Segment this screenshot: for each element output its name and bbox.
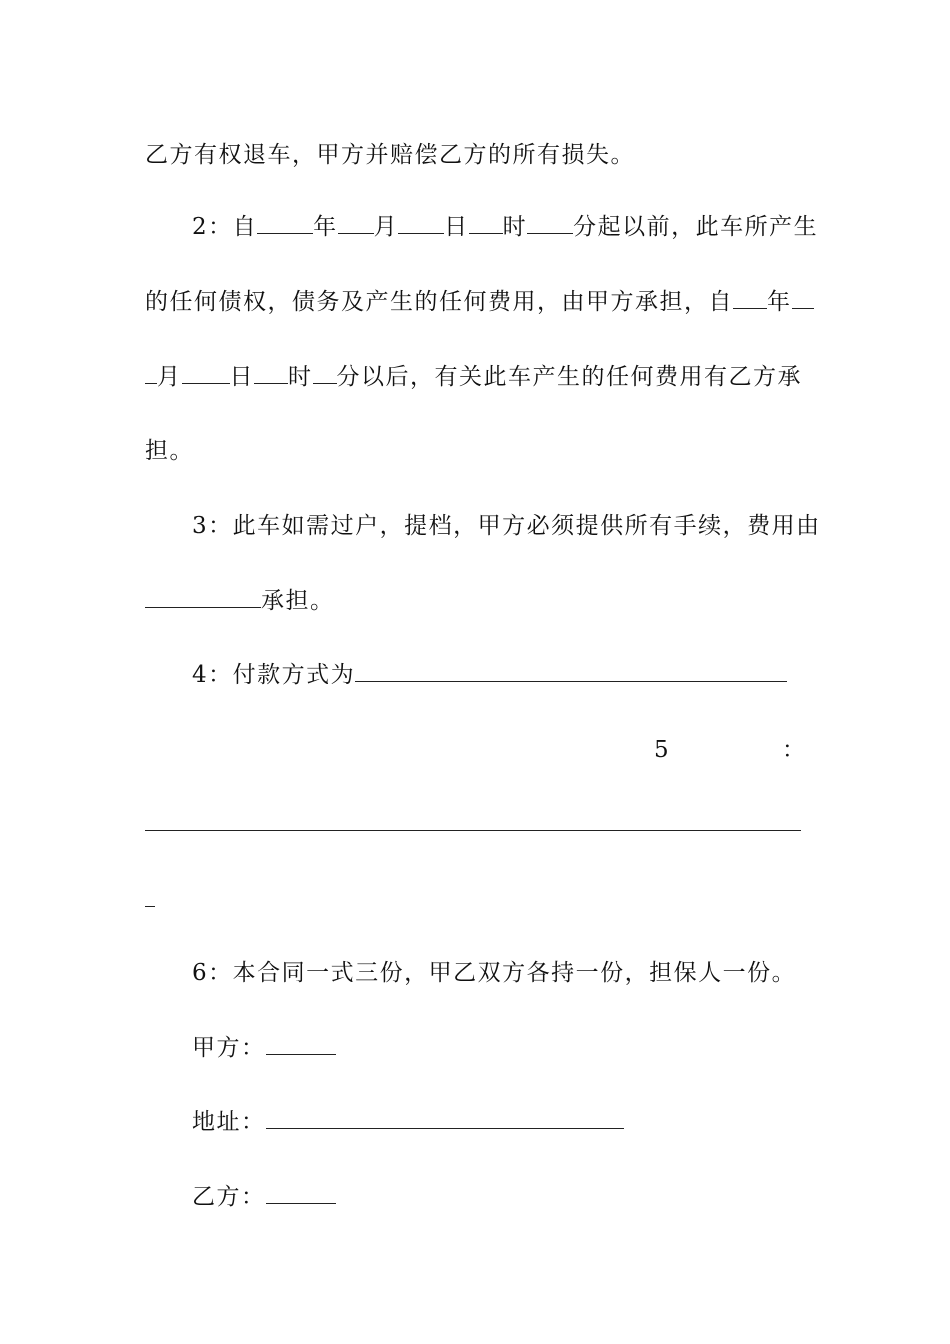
- party-b-blank: [266, 1183, 336, 1204]
- blank-field: [469, 213, 503, 234]
- blank-field: [254, 363, 288, 384]
- word-day: 日: [229, 364, 254, 390]
- address-label: 地址：: [192, 1109, 266, 1135]
- word-month: 月: [157, 364, 182, 390]
- payment-method-blank: [355, 661, 787, 682]
- party-a-blank: [266, 1034, 336, 1055]
- clause-2-line-3: [145, 362, 802, 392]
- address-blank: [266, 1108, 624, 1129]
- blank-field: [145, 363, 157, 384]
- word-month: 月: [373, 214, 399, 240]
- clause-4: [192, 660, 787, 690]
- blank-field: [792, 288, 814, 309]
- address-line: [192, 1107, 624, 1137]
- word-day: 日: [444, 214, 469, 240]
- blank-field: [145, 587, 261, 608]
- clause-4-label: 4：付款方式为: [192, 662, 356, 688]
- clause-2-line-2-text: 的任何债权，债务及产生的任何费用，由甲方承担，自: [145, 289, 733, 315]
- clause-2-prefix: 2：自: [192, 214, 258, 240]
- word-year: 年: [767, 289, 792, 315]
- clause-2-line-3-tail: 分以后，有关此车产生的任何费用有乙方承: [336, 364, 802, 390]
- clause-3-line-2: [145, 586, 335, 616]
- blank-field: [398, 213, 444, 234]
- blank-field: [527, 213, 573, 234]
- party-a-line: [192, 1033, 336, 1063]
- clause-2-tail: 分起以前，此车所产生: [573, 214, 819, 240]
- party-a-label: 甲方：: [192, 1035, 266, 1061]
- clause-5-number: 5: [654, 737, 669, 763]
- word-hour: 时: [502, 214, 528, 240]
- blank-field: [338, 213, 374, 234]
- text-line-refund: 乙方有权退车，甲方并赔偿乙方的所有损失。: [145, 142, 635, 168]
- clause-5-colon: ：: [782, 737, 805, 763]
- blank-field: [733, 288, 767, 309]
- clause-2-line-4: 担。: [145, 438, 194, 464]
- blank-field: [257, 213, 313, 234]
- clause-5-blank-rule-end: [145, 906, 155, 907]
- clause-5-blank-rule: [145, 830, 801, 831]
- party-b-label: 乙方：: [192, 1184, 266, 1210]
- clause-2-line-1: [192, 212, 818, 242]
- clause-3-line-1: 3：此车如需过户，提档，甲方必须提供所有手续，费用由: [192, 513, 821, 539]
- clause-3-tail: 承担。: [261, 588, 335, 614]
- blank-field: [182, 363, 230, 384]
- word-year: 年: [313, 214, 338, 240]
- clause-6: 6：本合同一式三份，甲乙双方各持一份，担保人一份。: [192, 960, 797, 986]
- party-b-line: [192, 1182, 336, 1212]
- blank-field: [313, 363, 337, 384]
- clause-2-line-2: [145, 287, 814, 317]
- word-hour: 时: [288, 364, 313, 390]
